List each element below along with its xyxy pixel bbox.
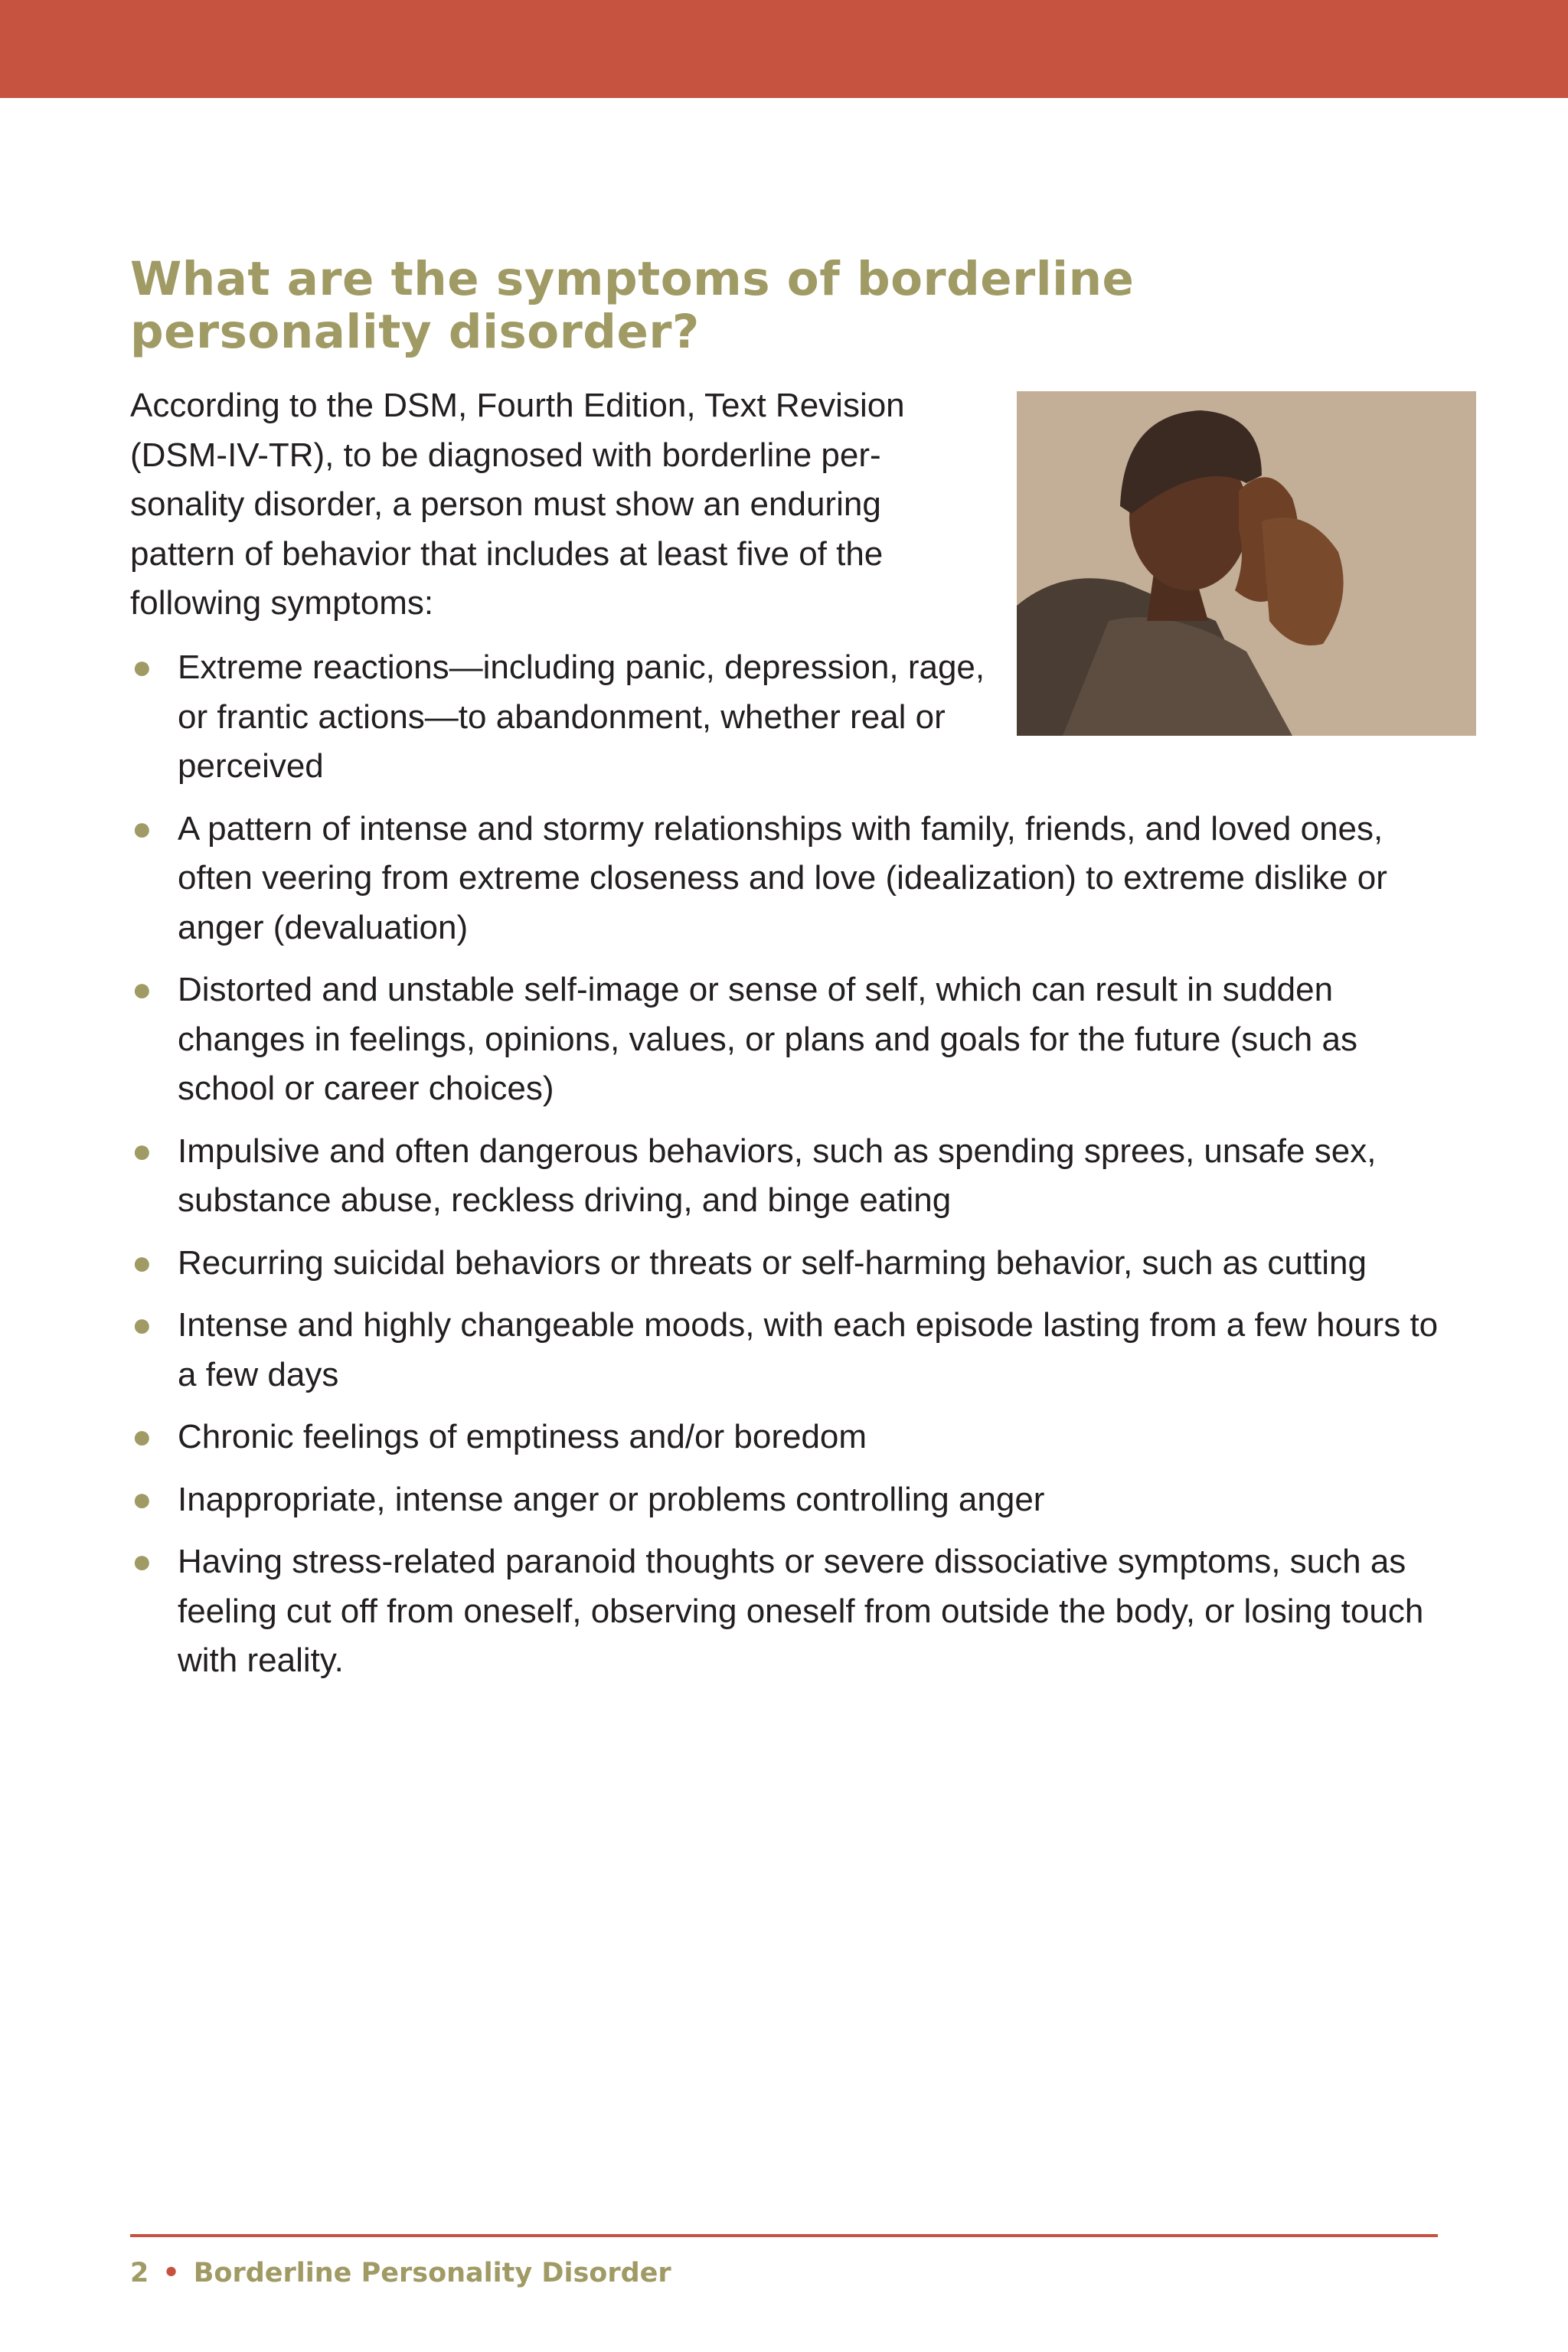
- bullet-icon: ●: [132, 1543, 152, 1580]
- symptom-text: A pattern of intense and stormy relationships with family, friends, and loved ones, often veering from extreme closeness and love (idealization) to extreme dislike or anger (devaluation): [178, 809, 1387, 946]
- symptom-text: Intense and highly changeable moods, with each episode lasting from a few hours to a few days: [178, 1306, 1439, 1393]
- bullet-icon: ●: [132, 1243, 152, 1282]
- list-item: [130, 1127, 1447, 1226]
- list-item: [130, 1301, 1447, 1400]
- bullet-icon: ●: [132, 1418, 152, 1455]
- list-item: [130, 1413, 1447, 1462]
- bullet-icon: ●: [132, 1132, 152, 1170]
- footer-title: Borderline Personality Disorder: [193, 2258, 671, 2288]
- symptom-text: Recurring suicidal behaviors or threats or self-harming behavior, such as cutting: [178, 1243, 1367, 1282]
- list-item: [130, 1239, 1447, 1289]
- footer-divider: [130, 2234, 1438, 2237]
- symptom-text: Chronic feelings of emptiness and/or boredom: [178, 1418, 867, 1455]
- bullet-icon: ●: [132, 648, 152, 686]
- bullet-icon: ●: [132, 809, 152, 848]
- bullet-icon: ●: [132, 1480, 152, 1518]
- page-number: 2: [130, 2258, 149, 2288]
- bullet-icon: ●: [132, 971, 152, 1008]
- list-item: [130, 965, 1447, 1114]
- symptom-text: Having stress-related paranoid thoughts or severe dissociative symptoms, such as feeling cut off from oneself, observing oneself from outside the body, or losing touch with reality.: [178, 1543, 1424, 1679]
- symptom-text: Extreme reactions—including panic, depression, rage, or frantic actions—to abandonment, whether real or perceived: [178, 648, 985, 785]
- list-item: [130, 805, 1447, 953]
- footer-separator: •: [162, 2258, 180, 2288]
- page-title: What are the symptoms of borderline personality disorder?: [130, 252, 1135, 359]
- page-footer: [130, 2255, 671, 2292]
- symptom-list: [130, 643, 1447, 1699]
- symptom-text: Impulsive and often dangerous behaviors, such as spending sprees, unsafe sex, substance abuse, reckless driving, and binge eating: [178, 1132, 1377, 1219]
- symptom-text: Distorted and unstable self-image or sense of self, which can result in sudden changes in feelings, opinions, values, or plans and goals for the future (such as school or career choices): [178, 971, 1357, 1107]
- bullet-icon: ●: [132, 1306, 152, 1344]
- header-band: [0, 0, 1568, 98]
- symptom-text: Inappropriate, intense anger or problems controlling anger: [178, 1480, 1045, 1518]
- list-item: [130, 1537, 1447, 1686]
- list-item: [130, 1475, 1447, 1525]
- list-item: [130, 643, 1447, 792]
- intro-paragraph: According to the DSM, Fourth Edition, Text Revision (DSM-IV-TR), to be diagnosed with borderline per-sonality disorder, a person must show an enduring pattern of behavior that includes at least five of the following symptoms:: [130, 387, 905, 622]
